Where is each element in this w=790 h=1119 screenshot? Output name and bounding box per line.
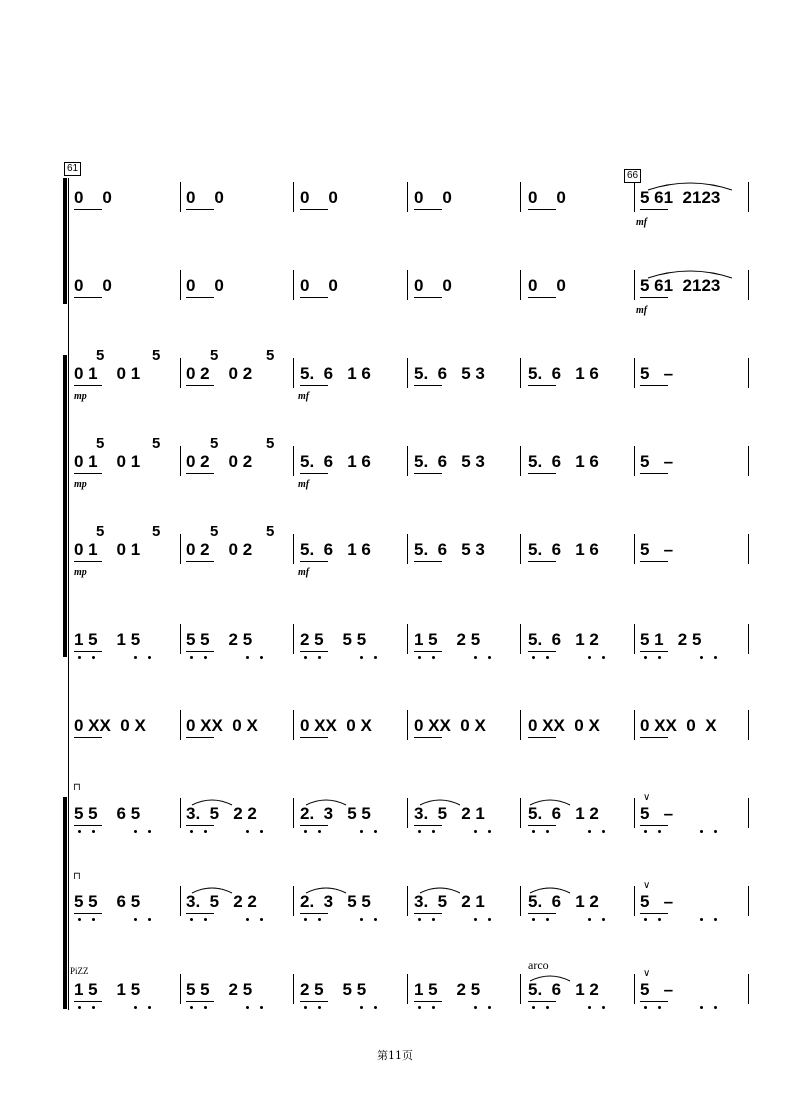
arco-marking: arco xyxy=(528,958,549,972)
row7-measure-1: 0 XX 0 X xyxy=(74,716,146,735)
row3-measure-2: 0 2 0 2 xyxy=(186,364,253,383)
dynamic-mf-2: mf xyxy=(298,479,310,490)
upper-chord-note: 5 xyxy=(96,523,105,540)
row2-measure-6: 5 61 2123 xyxy=(640,276,721,295)
row8-measure-4: 3. 5 2 1 xyxy=(414,804,485,823)
dynamic-mf-5: mf xyxy=(636,305,648,316)
row1-measure-1: 0 0 xyxy=(74,188,112,207)
row2-measure-5: 0 0 xyxy=(528,276,566,295)
upbow-mark-2: ∨ xyxy=(643,880,651,891)
row7-measure-6: 0 XX 0 X xyxy=(640,716,717,735)
downbow-mark-1: ⊓ xyxy=(73,782,81,793)
row1-measure-3: 0 0 xyxy=(300,188,338,207)
row9-measure-4: 3. 5 2 1 xyxy=(414,892,485,911)
row2-measure-2: 0 0 xyxy=(186,276,224,295)
dynamic-mp-3: mp xyxy=(74,567,87,578)
upper-chord-note: 5 xyxy=(210,435,219,452)
row6-measure-4: 1 5 2 5 xyxy=(414,630,481,649)
downbow-mark-2: ⊓ xyxy=(73,871,81,882)
row1-measure-5: 0 0 xyxy=(528,188,566,207)
row10-measure-5: 5. 6 1 2 xyxy=(528,980,599,999)
row8-measure-1: 5 5 6 5 xyxy=(74,804,141,823)
row4-measure-1: 0 1 0 1 xyxy=(74,452,141,471)
row7-measure-3: 0 XX 0 X xyxy=(300,716,372,735)
dynamic-mf-4: mf xyxy=(636,217,648,228)
row4-measure-6: 5 – xyxy=(640,452,674,471)
upbow-mark-1: ∨ xyxy=(643,792,651,803)
row1-measure-6: 5 61 2123 xyxy=(640,188,721,207)
row5-measure-3: 5. 6 1 6 xyxy=(300,540,371,559)
row6-measure-6: 5 1 2 5 xyxy=(640,630,702,649)
row10-measure-1: 1 5 1 5 xyxy=(74,980,141,999)
row8-measure-6: 5 – xyxy=(640,804,674,823)
row9-measure-2: 3. 5 2 2 xyxy=(186,892,257,911)
row9-measure-1: 5 5 6 5 xyxy=(74,892,141,911)
upper-chord-note: 5 xyxy=(210,347,219,364)
row5-measure-6: 5 – xyxy=(640,540,674,559)
row2-measure-1: 0 0 xyxy=(74,276,112,295)
row9-measure-6: 5 – xyxy=(640,892,674,911)
row5-measure-2: 0 2 0 2 xyxy=(186,540,253,559)
row2-measure-4: 0 0 xyxy=(414,276,452,295)
row8-measure-2: 3. 5 2 2 xyxy=(186,804,257,823)
row3-measure-6: 5 – xyxy=(640,364,674,383)
row5-measure-1: 0 1 0 1 xyxy=(74,540,141,559)
row7-measure-2: 0 XX 0 X xyxy=(186,716,258,735)
upper-chord-note: 5 xyxy=(152,523,161,540)
row10-measure-6: 5 – xyxy=(640,980,674,999)
row9-measure-3: 2. 3 5 5 xyxy=(300,892,371,911)
row2-measure-3: 0 0 xyxy=(300,276,338,295)
upper-chord-note: 5 xyxy=(152,347,161,364)
row1-measure-4: 0 0 xyxy=(414,188,452,207)
upbow-mark-3: ∨ xyxy=(643,968,651,979)
row3-measure-4: 5. 6 5 3 xyxy=(414,364,485,383)
row7-measure-5: 0 XX 0 X xyxy=(528,716,600,735)
rehearsal-marker-61: 61 xyxy=(64,162,81,176)
row5-measure-5: 5. 6 1 6 xyxy=(528,540,599,559)
dynamic-mp-2: mp xyxy=(74,479,87,490)
upper-chord-note: 5 xyxy=(266,523,275,540)
dynamic-mp-1: mp xyxy=(74,391,87,402)
row8-measure-5: 5. 6 1 2 xyxy=(528,804,599,823)
row9-measure-5: 5. 6 1 2 xyxy=(528,892,599,911)
row7-measure-4: 0 XX 0 X xyxy=(414,716,486,735)
row6-measure-2: 5 5 2 5 xyxy=(186,630,253,649)
upper-chord-note: 5 xyxy=(96,435,105,452)
upper-chord-note: 5 xyxy=(266,347,275,364)
upper-chord-note: 5 xyxy=(96,347,105,364)
rehearsal-marker-66: 66 xyxy=(624,169,641,183)
row4-measure-2: 0 2 0 2 xyxy=(186,452,253,471)
row5-measure-4: 5. 6 5 3 xyxy=(414,540,485,559)
row10-measure-2: 5 5 2 5 xyxy=(186,980,253,999)
page-footer: 第11页 xyxy=(377,1049,413,1062)
row8-measure-3: 2. 3 5 5 xyxy=(300,804,371,823)
row1-measure-2: 0 0 xyxy=(186,188,224,207)
row3-measure-5: 5. 6 1 6 xyxy=(528,364,599,383)
row4-measure-3: 5. 6 1 6 xyxy=(300,452,371,471)
upper-chord-note: 5 xyxy=(266,435,275,452)
dynamic-mf-3: mf xyxy=(298,567,310,578)
dynamic-mf-1: mf xyxy=(298,391,310,402)
row4-measure-4: 5. 6 5 3 xyxy=(414,452,485,471)
row6-measure-1: 1 5 1 5 xyxy=(74,630,141,649)
pizz-marking: PiZZ xyxy=(70,966,89,976)
row10-measure-3: 2 5 5 5 xyxy=(300,980,367,999)
upper-chord-note: 5 xyxy=(152,435,161,452)
row10-measure-4: 1 5 2 5 xyxy=(414,980,481,999)
row4-measure-5: 5. 6 1 6 xyxy=(528,452,599,471)
row6-measure-5: 5. 6 1 2 xyxy=(528,630,599,649)
row6-measure-3: 2 5 5 5 xyxy=(300,630,367,649)
upper-chord-note: 5 xyxy=(210,523,219,540)
row3-measure-1: 0 1 0 1 xyxy=(74,364,141,383)
row3-measure-3: 5. 6 1 6 xyxy=(300,364,371,383)
